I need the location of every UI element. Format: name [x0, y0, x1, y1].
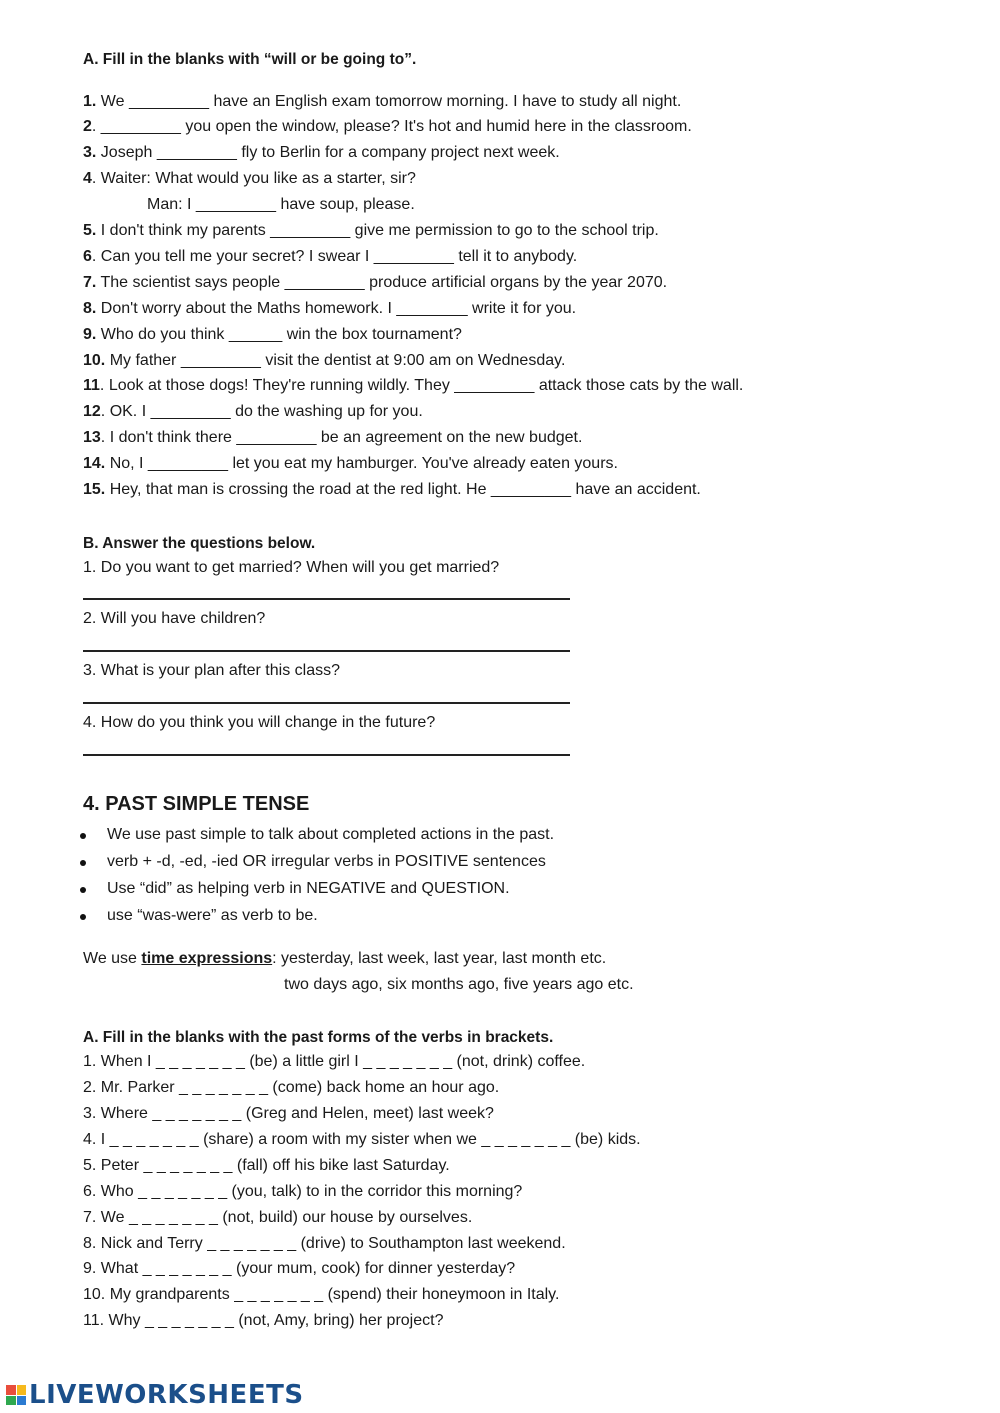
list-item: 3. Joseph _________ fly to Berlin for a company project next week.	[83, 144, 560, 161]
question: 2. Will you have children?	[83, 610, 266, 627]
list-item: 7. We _ _ _ _ _ _ _ (not, build) our house by ourselves.	[83, 1209, 473, 1226]
list-item: 14. No, I _________ let you eat my hamburger. You've already eaten yours.	[83, 455, 618, 472]
list-item: 9. Who do you think ______ win the box tournament?	[83, 326, 462, 343]
list-item: 1. We _________ have an English exam tomorrow morning. I have to study all night.	[83, 93, 682, 110]
list-item: 9. What _ _ _ _ _ _ _ (your mum, cook) for dinner yesterday?	[83, 1260, 516, 1277]
list-item: 11. Why _ _ _ _ _ _ _ (not, Amy, bring) her project?	[83, 1312, 444, 1329]
list-item: Man: I _________ have soup, please.	[147, 196, 415, 213]
bullet-item: use “was-were” as verb to be.	[107, 907, 318, 924]
list-item: 3. Where _ _ _ _ _ _ _ (Greg and Helen, meet) last week?	[83, 1105, 494, 1122]
section-a2-title: A. Fill in the blanks with the past forms of the verbs in brackets.	[83, 1029, 554, 1046]
logo-text: LIVEWORKSHEETS	[29, 1380, 304, 1410]
time-expressions-cont: two days ago, six months ago, five years ago etc.	[284, 976, 634, 993]
question: 3. What is your plan after this class?	[83, 662, 340, 679]
list-item: 8. Nick and Terry _ _ _ _ _ _ _ (drive) to Southampton last weekend.	[83, 1235, 566, 1252]
section-heading: 4. PAST SIMPLE TENSE	[83, 793, 310, 815]
list-item: 12. OK. I _________ do the washing up for you.	[83, 403, 423, 420]
question: 4. How do you think you will change in the future?	[83, 714, 436, 731]
liveworksheets-logo[interactable]	[6, 1378, 304, 1412]
list-item: 10. My father _________ visit the dentist at 9:00 am on Wednesday.	[83, 352, 566, 369]
answer-line[interactable]	[83, 650, 570, 652]
bullet-item: Use “did” as helping verb in NEGATIVE and QUESTION.	[107, 880, 510, 897]
list-item: 7. The scientist says people _________ produce artificial organs by the year 2070.	[83, 274, 668, 291]
bullet-item: verb + -d, -ed, -ied OR irregular verbs in POSITIVE sentences	[107, 853, 546, 870]
list-item: 2. _________ you open the window, please? It's hot and humid here in the classroom.	[83, 118, 692, 135]
time-expressions: We use time expressions: yesterday, last week, last year, last month etc.	[83, 950, 607, 967]
section-b-title: B. Answer the questions below.	[83, 535, 316, 552]
logo-icon	[6, 1385, 26, 1405]
list-item: 4. I _ _ _ _ _ _ _ (share) a room with my sister when we _ _ _ _ _ _ _ (be) kids.	[83, 1131, 641, 1148]
list-item: 8. Don't worry about the Maths homework. I ________ write it for you.	[83, 300, 577, 317]
question: 1. Do you want to get married? When will you get married?	[83, 559, 500, 576]
bullet-item: We use past simple to talk about completed actions in the past.	[107, 826, 555, 843]
section-a-title: A. Fill in the blanks with “will or be going to”.	[83, 51, 417, 68]
answer-line[interactable]	[83, 702, 570, 704]
bullet-icon	[80, 914, 86, 920]
list-item: 11. Look at those dogs! They're running wildly. They _________ attack those cats by the wall.	[83, 377, 744, 394]
list-item: 15. Hey, that man is crossing the road at the red light. He _________ have an accident.	[83, 481, 701, 498]
bullet-icon	[80, 860, 86, 866]
list-item: 13. I don't think there _________ be an agreement on the new budget.	[83, 429, 583, 446]
bullet-icon	[80, 887, 86, 893]
answer-line[interactable]	[83, 598, 570, 600]
answer-line[interactable]	[83, 754, 570, 756]
bullet-icon	[80, 833, 86, 839]
list-item: 5. I don't think my parents _________ give me permission to go to the school trip.	[83, 222, 659, 239]
list-item: 10. My grandparents _ _ _ _ _ _ _ (spend) their honeymoon in Italy.	[83, 1286, 560, 1303]
list-item: 6. Can you tell me your secret? I swear I _________ tell it to anybody.	[83, 248, 578, 265]
list-item: 1. When I _ _ _ _ _ _ _ (be) a little girl I _ _ _ _ _ _ _ (not, drink) coffee.	[83, 1053, 586, 1070]
list-item: 5. Peter _ _ _ _ _ _ _ (fall) off his bike last Saturday.	[83, 1157, 450, 1174]
list-item: 2. Mr. Parker _ _ _ _ _ _ _ (come) back home an hour ago.	[83, 1079, 500, 1096]
list-item: 6. Who _ _ _ _ _ _ _ (you, talk) to in the corridor this morning?	[83, 1183, 523, 1200]
list-item: 4. Waiter: What would you like as a starter, sir?	[83, 170, 416, 187]
